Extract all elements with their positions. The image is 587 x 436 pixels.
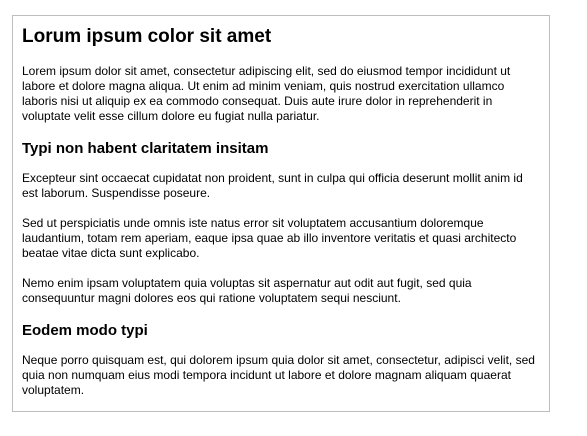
- section-paragraph-neque: Neque porro quisquam est, qui dolorem ipsum quia dolor sit amet, consectetur, adipisci velit, sed quia non numquam eius modi tempora incidunt ut labore et dolore magnam aliquam quaerat voluptatem.: [22, 353, 535, 397]
- document-title: Lorum ipsum color sit amet: [22, 26, 272, 47]
- section-paragraph-perspiciatis: Sed ut perspiciatis unde omnis iste natus error sit voluptatem accusantium doloremque laudantium, totam rem aperiam, eaque ipsa quae ab illo inventore veritatis et quasi architecto beatae vitae dicta sunt explicabo.: [22, 216, 517, 260]
- section-heading-eodem: Eodem modo typi: [22, 322, 148, 339]
- intro-paragraph: Lorem ipsum dolor sit amet, consectetur adipiscing elit, sed do eiusmod tempor incididunt ut labore et dolore magna aliqua. Ut enim ad minim veniam, quis nostrud exercitation ullamco laboris nisi ut aliquip ex ea commodo consequat. Duis aute irure dolor in reprehenderit in voluptate velit esse cillum dolore eu fugiat nulla pariatur.: [22, 64, 511, 123]
- section-paragraph-excepteur: Excepteur sint occaecat cupidatat non proident, sunt in culpa qui officia deserunt mollit anim id est laborum. Suspendisse poseure.: [22, 171, 523, 200]
- section-heading-claritatem: Typi non habent claritatem insitam: [22, 140, 269, 157]
- document-content: [22, 24, 542, 413]
- section-paragraph-nemo: Nemo enim ipsam voluptatem quia voluptas sit aspernatur aut odit aut fugit, sed quia consequuntur magni dolores eos qui ratione voluptatem sequi nesciunt.: [22, 276, 472, 305]
- document-frame: [12, 15, 550, 412]
